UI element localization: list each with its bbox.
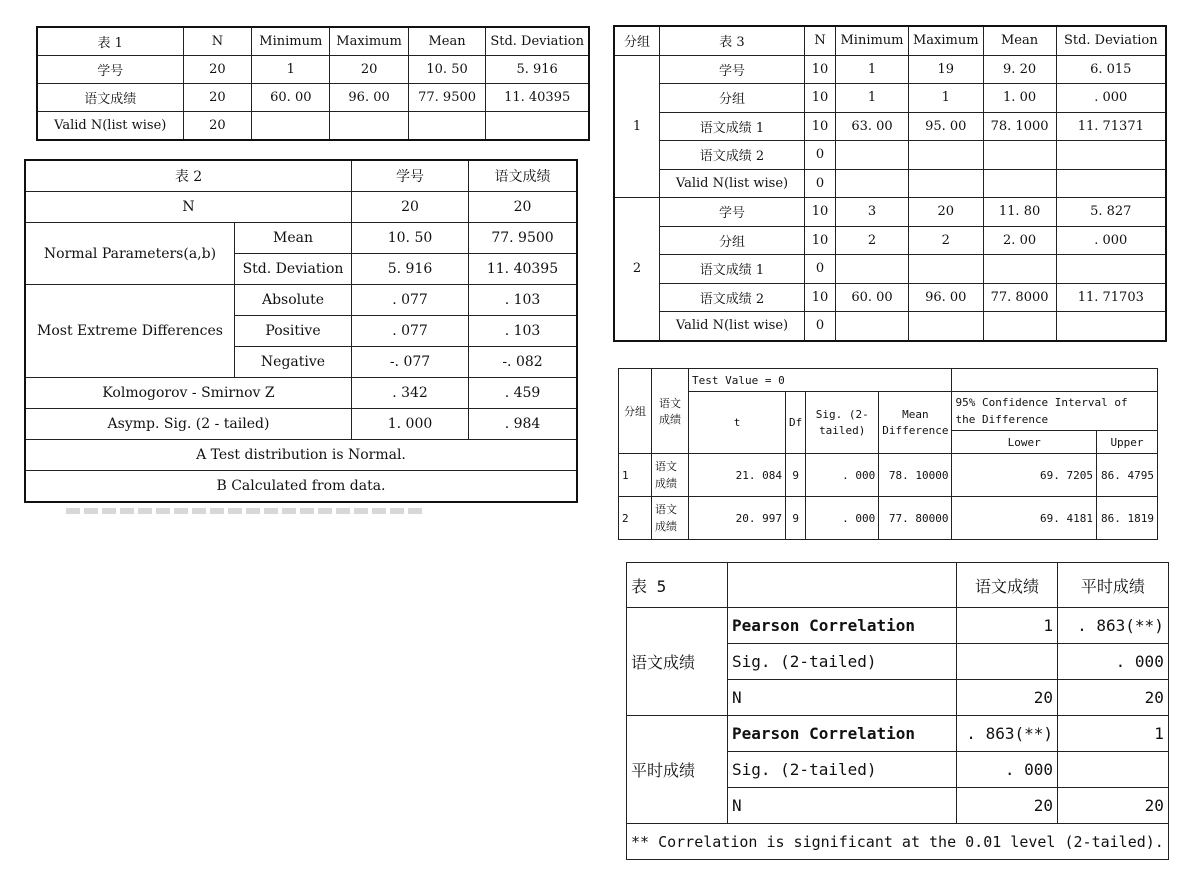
column-header: 平时成绩 bbox=[1058, 563, 1169, 608]
table-cell: 0 bbox=[805, 141, 836, 170]
table-cell bbox=[836, 141, 909, 170]
table-cell: 77. 9500 bbox=[469, 223, 578, 254]
table-row bbox=[25, 409, 577, 440]
table-cell: 20 bbox=[183, 56, 252, 84]
table-cell: 11. 80 bbox=[983, 198, 1056, 227]
table-cell: . 863(**) bbox=[957, 716, 1058, 752]
table-cell: . 077 bbox=[352, 316, 469, 347]
row-label: 语文成绩 2 bbox=[660, 141, 805, 170]
table-cell: 语文成绩 bbox=[652, 454, 689, 497]
row-label: 语文成绩 1 bbox=[660, 255, 805, 284]
row-label: Valid N(list wise) bbox=[660, 169, 805, 198]
column-header: 分组 bbox=[614, 26, 660, 55]
table-title: 表 5 bbox=[627, 563, 728, 608]
table-title: 表 3 bbox=[660, 26, 805, 55]
column-header: N bbox=[183, 27, 252, 56]
table-2-ks-test bbox=[24, 159, 578, 503]
table-cell: 2 bbox=[836, 226, 909, 255]
column-header: Maximum bbox=[330, 27, 408, 56]
table-cell: 20 bbox=[183, 112, 252, 141]
row-label: Sig. (2-tailed) bbox=[728, 644, 957, 680]
footnote-b: B Calculated from data. bbox=[25, 471, 577, 503]
table-cell: 0 bbox=[805, 312, 836, 341]
table-cell: . 984 bbox=[469, 409, 578, 440]
row-label: N bbox=[728, 788, 957, 824]
table-header-row bbox=[37, 27, 589, 56]
table-cell bbox=[1056, 312, 1166, 341]
table-cell: . 103 bbox=[469, 285, 578, 316]
table-cell: 1. 000 bbox=[352, 409, 469, 440]
table-cell: 20 bbox=[957, 680, 1058, 716]
table-cell: 86. 1819 bbox=[1097, 497, 1158, 540]
table-cell: 0 bbox=[805, 255, 836, 284]
table-row bbox=[619, 454, 1158, 497]
table-cell: 5. 916 bbox=[486, 56, 589, 84]
column-header: Mean Difference bbox=[879, 392, 952, 454]
table-row bbox=[37, 112, 589, 141]
column-header: Minimum bbox=[836, 26, 909, 55]
table-row bbox=[614, 312, 1166, 341]
table-cell: 11. 40395 bbox=[486, 84, 589, 112]
table-cell: 11. 40395 bbox=[469, 254, 578, 285]
column-header: Mean bbox=[408, 27, 486, 56]
footnote-a: A Test distribution is Normal. bbox=[25, 440, 577, 471]
group-label: 2 bbox=[614, 198, 660, 341]
table-cell bbox=[983, 312, 1056, 341]
table-cell: 5. 916 bbox=[352, 254, 469, 285]
table-cell: . 103 bbox=[469, 316, 578, 347]
table-cell: 语文成绩 bbox=[652, 497, 689, 540]
table-row bbox=[614, 84, 1166, 113]
table-cell: 10 bbox=[805, 55, 836, 84]
row-label: Asymp. Sig. (2 - tailed) bbox=[25, 409, 352, 440]
table-cell: 21. 084 bbox=[689, 454, 786, 497]
table-cell bbox=[983, 255, 1056, 284]
table-cell: . 000 bbox=[1058, 644, 1169, 680]
table-cell: 60. 00 bbox=[252, 84, 330, 112]
column-header: 语文成绩 bbox=[652, 369, 689, 454]
table-header-row bbox=[619, 392, 1158, 431]
table-cell bbox=[330, 112, 408, 141]
row-label: 语文成绩 1 bbox=[660, 112, 805, 141]
table-cell bbox=[486, 112, 589, 141]
column-header: 学号 bbox=[352, 160, 469, 192]
table-cell bbox=[836, 312, 909, 341]
table-cell: -. 082 bbox=[469, 347, 578, 378]
table-footnote-row bbox=[25, 440, 577, 471]
row-label: N bbox=[25, 192, 352, 223]
table-header-row bbox=[619, 369, 1158, 392]
row-label: Pearson Correlation bbox=[728, 608, 957, 644]
row-label: 语文成绩 bbox=[37, 84, 183, 112]
table-title: 表 1 bbox=[37, 27, 183, 56]
table-cell: . 342 bbox=[352, 378, 469, 409]
table-row bbox=[614, 198, 1166, 227]
table-cell: 0 bbox=[805, 169, 836, 198]
table-cell bbox=[1056, 141, 1166, 170]
table-row bbox=[614, 55, 1166, 84]
table-cell: 20. 997 bbox=[689, 497, 786, 540]
table-cell: 11. 71371 bbox=[1056, 112, 1166, 141]
table-cell: 60. 00 bbox=[836, 283, 909, 312]
row-label: 学号 bbox=[660, 55, 805, 84]
table-cell: 2 bbox=[909, 226, 984, 255]
table-cell bbox=[909, 141, 984, 170]
table-cell: 20 bbox=[1058, 680, 1169, 716]
table-cell: 96. 00 bbox=[330, 84, 408, 112]
column-header: 分组 bbox=[619, 369, 652, 454]
table-row bbox=[37, 84, 589, 112]
table-cell bbox=[909, 255, 984, 284]
row-label: 分组 bbox=[660, 84, 805, 113]
table-cell: 5. 827 bbox=[1056, 198, 1166, 227]
table-cell: 10 bbox=[805, 283, 836, 312]
table-cell: 95. 00 bbox=[909, 112, 984, 141]
row-group-label: 语文成绩 bbox=[627, 608, 728, 716]
table-header-row bbox=[25, 160, 577, 192]
table-cell: 20 bbox=[352, 192, 469, 223]
table-cell: 1 bbox=[1058, 716, 1169, 752]
group-label: 1 bbox=[614, 55, 660, 198]
row-label: Valid N(list wise) bbox=[660, 312, 805, 341]
row-group-label: 平时成绩 bbox=[627, 716, 728, 824]
table-cell: 20 bbox=[330, 56, 408, 84]
table-cell: 1 bbox=[909, 84, 984, 113]
table-cell: . 000 bbox=[806, 497, 879, 540]
column-header: Std. Deviation bbox=[486, 27, 589, 56]
table-cell: 78. 1000 bbox=[983, 112, 1056, 141]
table-cell: 1 bbox=[836, 84, 909, 113]
table-cell bbox=[983, 141, 1056, 170]
footnote: ** Correlation is significant at the 0.01 level (2-tailed). bbox=[627, 824, 1169, 860]
table-cell: . 077 bbox=[352, 285, 469, 316]
table-cell: 2 bbox=[619, 497, 652, 540]
table-row bbox=[614, 255, 1166, 284]
table-row bbox=[627, 608, 1169, 644]
table-cell: 77. 9500 bbox=[408, 84, 486, 112]
table-cell: . 459 bbox=[469, 378, 578, 409]
table-cell bbox=[1056, 255, 1166, 284]
table-row bbox=[627, 716, 1169, 752]
row-label: 学号 bbox=[660, 198, 805, 227]
column-header: Df bbox=[786, 392, 806, 454]
table-cell: . 863(**) bbox=[1058, 608, 1169, 644]
table-cell: 2. 00 bbox=[983, 226, 1056, 255]
table-cell: 1. 00 bbox=[983, 84, 1056, 113]
table-cell: . 000 bbox=[1056, 84, 1166, 113]
table-footnote-row bbox=[627, 824, 1169, 860]
row-label: N bbox=[728, 680, 957, 716]
test-value-label: Test Value = 0 bbox=[689, 369, 952, 392]
table-cell: 9 bbox=[786, 454, 806, 497]
row-label: Kolmogorov - Smirnov Z bbox=[25, 378, 352, 409]
table-cell: 9 bbox=[786, 497, 806, 540]
row-label: Valid N(list wise) bbox=[37, 112, 183, 141]
row-label: 语文成绩 2 bbox=[660, 283, 805, 312]
table-cell: . 000 bbox=[806, 454, 879, 497]
table-cell: 19 bbox=[909, 55, 984, 84]
table-cell: . 000 bbox=[957, 752, 1058, 788]
table-row bbox=[619, 497, 1158, 540]
column-header: 语文成绩 bbox=[957, 563, 1058, 608]
table-cell bbox=[957, 644, 1058, 680]
table-cell: 20 bbox=[909, 198, 984, 227]
row-label: Mean bbox=[235, 223, 352, 254]
column-header: N bbox=[805, 26, 836, 55]
table-cell: 20 bbox=[957, 788, 1058, 824]
column-header: Maximum bbox=[909, 26, 984, 55]
table-cell: . 000 bbox=[1056, 226, 1166, 255]
table-row bbox=[614, 283, 1166, 312]
table-cell: 10 bbox=[805, 198, 836, 227]
row-label: 分组 bbox=[660, 226, 805, 255]
table-row bbox=[25, 378, 577, 409]
table-5-correlations bbox=[626, 562, 1169, 860]
column-header: t bbox=[689, 392, 786, 454]
table-row bbox=[25, 223, 577, 254]
column-header: Lower bbox=[952, 431, 1097, 454]
table-cell: 20 bbox=[183, 84, 252, 112]
table-cell: 10 bbox=[805, 84, 836, 113]
table-cell bbox=[983, 169, 1056, 198]
column-header: Sig. (2-tailed) bbox=[806, 392, 879, 454]
ci-header: 95% Confidence Interval of the Difference bbox=[952, 392, 1158, 431]
row-label: 学号 bbox=[37, 56, 183, 84]
table-cell bbox=[836, 255, 909, 284]
table-cell bbox=[408, 112, 486, 141]
table-cell: 3 bbox=[836, 198, 909, 227]
table-cell: 10 bbox=[805, 226, 836, 255]
table-footnote-row bbox=[25, 471, 577, 503]
table-row bbox=[614, 141, 1166, 170]
table-cell: 9. 20 bbox=[983, 55, 1056, 84]
column-header: Upper bbox=[1097, 431, 1158, 454]
table-cell bbox=[252, 112, 330, 141]
table-cell: 69. 4181 bbox=[952, 497, 1097, 540]
table-cell: 69. 7205 bbox=[952, 454, 1097, 497]
table-row bbox=[614, 169, 1166, 198]
table-cell: 1 bbox=[836, 55, 909, 84]
table-4-t-test bbox=[618, 368, 1158, 540]
table-cell bbox=[909, 169, 984, 198]
table-cell: 77. 8000 bbox=[983, 283, 1056, 312]
column-header: Std. Deviation bbox=[1056, 26, 1166, 55]
table-cell: 6. 015 bbox=[1056, 55, 1166, 84]
table-row bbox=[25, 285, 577, 316]
row-label: Sig. (2-tailed) bbox=[728, 752, 957, 788]
table-cell: 20 bbox=[469, 192, 578, 223]
table-cell bbox=[836, 169, 909, 198]
row-label: Absolute bbox=[235, 285, 352, 316]
table-row bbox=[37, 56, 589, 84]
table-cell bbox=[1058, 752, 1169, 788]
row-group-label: Most Extreme Differences bbox=[25, 285, 235, 378]
faded-text-line bbox=[66, 508, 426, 514]
table-cell: 96. 00 bbox=[909, 283, 984, 312]
table-cell: 20 bbox=[1058, 788, 1169, 824]
header-blank bbox=[728, 563, 957, 608]
table-cell: 63. 00 bbox=[836, 112, 909, 141]
column-header: 语文成绩 bbox=[469, 160, 578, 192]
table-cell: 1 bbox=[957, 608, 1058, 644]
table-cell: 78. 10000 bbox=[879, 454, 952, 497]
table-row bbox=[614, 112, 1166, 141]
row-label: Negative bbox=[235, 347, 352, 378]
row-label: Std. Deviation bbox=[235, 254, 352, 285]
table-header-row bbox=[627, 563, 1169, 608]
column-header: Minimum bbox=[252, 27, 330, 56]
table-cell bbox=[909, 312, 984, 341]
table-cell: -. 077 bbox=[352, 347, 469, 378]
row-group-label: Normal Parameters(a,b) bbox=[25, 223, 235, 285]
table-cell: 1 bbox=[619, 454, 652, 497]
column-header: Mean bbox=[983, 26, 1056, 55]
table-row bbox=[25, 192, 577, 223]
table-cell: 10. 50 bbox=[352, 223, 469, 254]
row-label: Positive bbox=[235, 316, 352, 347]
table-cell: 10 bbox=[805, 112, 836, 141]
table-1-descriptives bbox=[36, 26, 590, 141]
row-label: Pearson Correlation bbox=[728, 716, 957, 752]
table-header-row bbox=[614, 26, 1166, 55]
table-title: 表 2 bbox=[25, 160, 352, 192]
table-cell bbox=[1056, 169, 1166, 198]
table-cell: 1 bbox=[252, 56, 330, 84]
table-cell: 10. 50 bbox=[408, 56, 486, 84]
table-row bbox=[614, 226, 1166, 255]
table-cell: 77. 80000 bbox=[879, 497, 952, 540]
table-3-group-descriptives bbox=[613, 25, 1167, 342]
table-cell: 11. 71703 bbox=[1056, 283, 1166, 312]
table-cell: 86. 4795 bbox=[1097, 454, 1158, 497]
